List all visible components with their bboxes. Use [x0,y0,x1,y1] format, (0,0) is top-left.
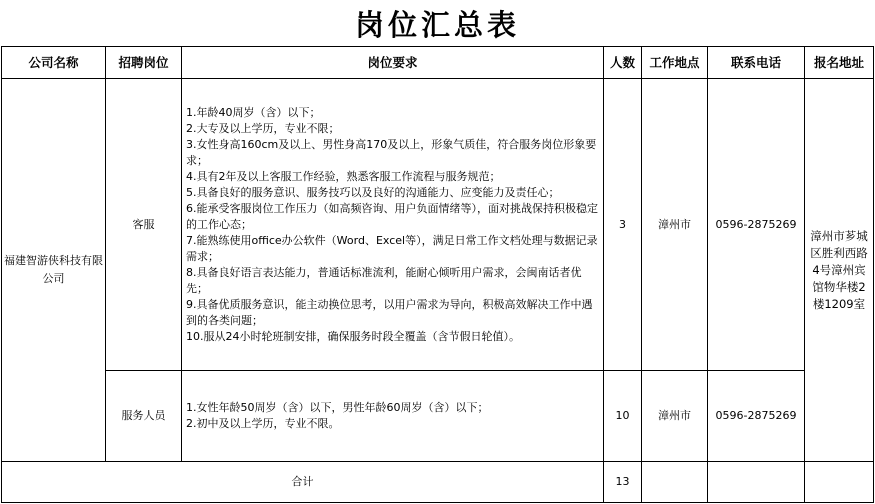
requirement-line: 2.大专及以上学历，专业不限； [186,121,340,135]
requirement-line: 4.具有2年及以上客服工作经验，熟悉客服工作流程与服务规范； [186,169,501,183]
job-summary-table [1,46,874,503]
total-label: 合计 [2,462,604,503]
table-row [2,79,874,371]
header-row [2,47,874,79]
requirement-line: 6.能承受客服岗位工作压力（如高频咨询、用户负面情绪等），面对挑战保持积极稳定的工作心态； [186,201,598,231]
header-address: 报名地址 [805,47,874,79]
header-count: 人数 [604,47,642,79]
requirement-line: 5.具备良好的服务意识、服务技巧以及良好的沟通能力、应变能力及责任心； [186,185,560,199]
requirement-line: 1.年龄40周岁（含）以下； [186,105,321,119]
position-cell: 客服 [106,79,182,371]
table-row [2,371,874,462]
requirements-cell [182,79,604,371]
location-cell: 漳州市 [642,79,708,371]
page-title: 岗位汇总表 [354,7,520,42]
total-row [2,462,874,503]
header-company: 公司名称 [2,47,106,79]
header-phone: 联系电话 [708,47,805,79]
address-cell: 漳州市芗城区胜利西路4号漳州宾馆物华楼2楼1209室 [805,79,874,462]
requirement-line: 2.初中及以上学历，专业不限。 [186,417,340,430]
header-position: 招聘岗位 [106,47,182,79]
count-cell: 10 [604,371,642,462]
header-location: 工作地点 [642,47,708,79]
requirement-line: 8.具备良好语言表达能力，普通话标准流利，能耐心倾听用户需求，会闽南话者优先； [186,265,582,295]
requirement-line: 3.女性身高160cm及以上、男性身高170及以上，形象气质佳，符合服务岗位形象要求； [186,137,597,167]
empty-cell [708,462,805,503]
empty-cell [642,462,708,503]
empty-cell [805,462,874,503]
requirements-cell [182,371,604,462]
company-name: 福建智游侠科技有限公司 [2,79,106,462]
requirement-line: 10.服从24小时轮班制安排，确保服务时段全覆盖（含节假日轮值）。 [186,329,520,343]
header-requirements: 岗位要求 [182,47,604,79]
requirement-line: 9.具备优质服务意识，能主动换位思考，以用户需求为导向，积极高效解决工作中遇到的各类问题； [186,297,593,327]
count-cell: 3 [604,79,642,371]
total-count: 13 [604,462,642,503]
position-cell: 服务人员 [106,371,182,462]
location-cell: 漳州市 [642,371,708,462]
phone-cell: 0596-2875269 [708,371,805,462]
phone-cell: 0596-2875269 [708,79,805,371]
requirement-line: 7.能熟练使用office办公软件（Word、Excel等），满足日常工作文档处理与数据记录需求； [186,233,598,263]
requirement-line: 1.女性年龄50周岁（含）以下，男性年龄60周岁（含）以下； [186,401,489,414]
